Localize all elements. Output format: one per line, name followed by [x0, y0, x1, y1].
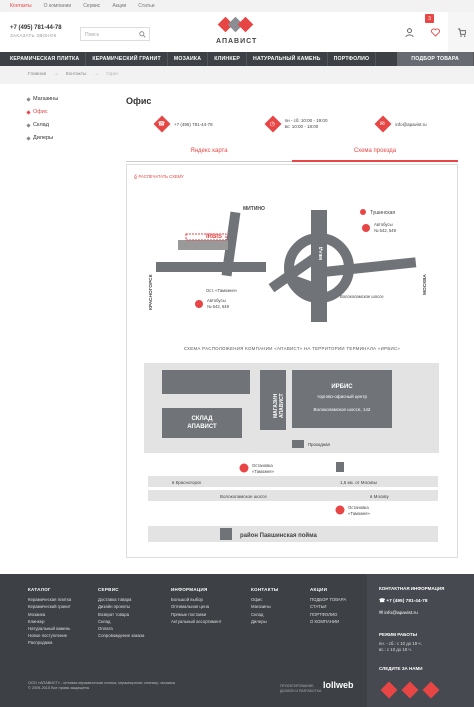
topbar: [0, 0, 474, 12]
clock-icon: ◷: [264, 116, 281, 133]
search-placeholder: Поиск: [85, 32, 99, 38]
mail-icon: ✉: [379, 611, 385, 616]
footer-link[interactable]: Дилеры: [251, 618, 267, 624]
scheme-title: СХЕМА РАСПОЛОЖЕНИЯ КОМПАНИИ «АПАВИСТ» НА ТЕРРИТОРИИ ТЕРМИНАЛА «ИРБИС»: [183, 346, 401, 351]
topbar-link-service[interactable]: Сервис: [83, 3, 101, 9]
sidebar-item-office[interactable]: [27, 109, 58, 115]
nav-item-product-selection[interactable]: ПОДБОР ТОВАРА: [397, 52, 474, 66]
footer-link[interactable]: Клинкер: [28, 618, 45, 624]
topbar-link-contacts[interactable]: Контакты: [10, 3, 32, 9]
sidebar-item-label: Склад: [33, 122, 49, 128]
footer-link[interactable]: Склад: [251, 611, 264, 617]
parking-icon: [336, 462, 344, 472]
user-icon[interactable]: [396, 12, 422, 52]
footer-link[interactable]: Склад: [98, 618, 111, 624]
footer-col-information: [171, 586, 222, 625]
breadcrumb-current: Офис: [105, 72, 119, 77]
shop-label-2: АПАВИСТ: [279, 393, 285, 418]
terminal-scheme: [134, 358, 450, 548]
phone-icon: ☎: [154, 116, 171, 133]
stop1-label-b: «Таможня»: [252, 469, 274, 474]
tab-route-scheme[interactable]: Схема проезда: [292, 148, 458, 162]
footer-col-service: [98, 586, 144, 639]
topbar-link-promo[interactable]: Акции: [112, 3, 127, 9]
logo-text: АПАВИСТ: [216, 38, 258, 45]
footer-heading: СЕРВИС: [98, 587, 119, 592]
distance-label: 1,5 км. от Москвы: [340, 480, 377, 485]
topbar-link-articles[interactable]: Статьи: [138, 3, 155, 9]
footer-email[interactable]: [379, 611, 418, 616]
stop2-label-a: Остановка: [348, 505, 369, 510]
checkpoint-label: Проходная: [308, 442, 330, 447]
bullet-icon: [26, 123, 30, 127]
district-label: район Павшинская пойма: [240, 533, 317, 539]
footer-hours: [379, 641, 422, 653]
copyright-line-1: ООО «АПАВИСТ» - оптовая керамическая плитка, керамогранит, клинкер, мозаика: [28, 681, 175, 685]
favorites-count-badge: 3: [425, 14, 434, 23]
stop1-label-a: Остановка: [252, 463, 273, 468]
footer-heading: КАТАЛОГ: [28, 587, 51, 592]
breadcrumb-sep: →: [93, 72, 99, 77]
sidebar-item-label: Офис: [33, 109, 48, 115]
breadcrumb-home[interactable]: Главная: [28, 72, 47, 77]
footer-link[interactable]: Керамическая плитка: [28, 597, 72, 603]
nav-item-mosaic[interactable]: МОЗАИКА: [168, 52, 208, 66]
irbis-center-type: торгово-офисный центр: [317, 394, 367, 399]
footer-link[interactable]: ПОРТФОЛИО: [310, 611, 338, 617]
nav-item-portfolio[interactable]: ПОРТФОЛИО: [328, 52, 377, 66]
footer-link[interactable]: Доставка товара: [98, 597, 132, 603]
warehouse-label-1: СКЛАД: [191, 416, 213, 422]
footer-link[interactable]: СТАТЬИ: [310, 604, 327, 610]
footer-link[interactable]: Керамический гранит: [28, 604, 71, 610]
irbis-label: IRBIS: [206, 234, 223, 240]
follow-heading: СЛЕДИТЕ ЗА НАМИ: [379, 666, 423, 671]
page-title: Офис: [126, 96, 152, 106]
bullet-icon: [26, 97, 30, 101]
developer-line-1: ПРОЕКТИРОВАНИЕ,: [280, 684, 315, 688]
breadcrumb-sep: →: [53, 72, 59, 77]
metro-icon: [360, 209, 366, 215]
footer-heading: АКЦИИ: [310, 587, 328, 592]
search-input[interactable]: [80, 27, 150, 41]
bus-bottom-label: Автобусы: [207, 298, 226, 303]
metro-label: Тушинская: [370, 210, 396, 216]
district-building-icon: [220, 528, 232, 540]
footer-link[interactable]: О КОМПАНИИ: [310, 618, 340, 624]
footer-col-contacts: [251, 586, 279, 625]
nav-item-natural-stone[interactable]: НАТУРАЛЬНЫЙ КАМЕНЬ: [247, 52, 328, 66]
warehouse-building: [162, 408, 242, 438]
office-hours-weekdays: пн - сб: 10:00 - 19:00: [284, 118, 328, 123]
nav-item-ceramic-tile[interactable]: КЕРАМИЧЕСКАЯ ПЛИТКА: [0, 52, 86, 66]
bus-stop-icon: [336, 506, 345, 515]
footer-link[interactable]: Сопровождение заказа: [98, 633, 145, 639]
footer-link[interactable]: Новое поступление: [28, 633, 68, 639]
bus-top-label: Автобусы: [374, 222, 393, 227]
road-lower: [148, 490, 438, 501]
footer-link[interactable]: Магазины: [251, 604, 271, 610]
header: [0, 12, 474, 52]
developer-credit: [280, 684, 321, 693]
footer-phone-value: +7 (495) 781-44-78: [386, 599, 428, 604]
footer-link[interactable]: ПОДБОР ТОВАРА: [310, 597, 347, 603]
footer-link[interactable]: Распродажа: [28, 640, 53, 646]
checkpoint-building: [292, 440, 304, 448]
tab-yandex-map[interactable]: Яндекс карта: [126, 148, 292, 162]
building-block: [162, 370, 250, 394]
map-tabs: [126, 148, 458, 162]
footer-link[interactable]: Большой выбор: [171, 597, 203, 603]
breadcrumb-contacts[interactable]: Контакты: [65, 72, 87, 77]
map-road-mkad: [311, 210, 327, 322]
cart-icon[interactable]: [448, 12, 474, 52]
sidebar-item-dealers[interactable]: [27, 135, 58, 141]
breadcrumb: [0, 66, 474, 84]
print-scheme-button[interactable]: [134, 174, 184, 179]
sidebar-item-label: Дилеры: [33, 135, 54, 141]
irbis-center-address: Волоколамское шоссе, 142: [313, 407, 371, 412]
nav-item-ceramic-granite[interactable]: КЕРАМИЧЕСКИЙ ГРАНИТ: [86, 52, 167, 66]
footer-email-value: info@apavist.ru: [384, 611, 418, 616]
office-info: [126, 116, 458, 132]
footer-hours-heading: РЕЖИМ РАБОТЫ: [379, 632, 418, 637]
irbis-center: [292, 370, 392, 428]
search-icon: [139, 31, 146, 38]
main-nav: [0, 52, 474, 66]
footer-col-catalog: [28, 586, 71, 647]
phone-icon: ☎: [379, 599, 387, 604]
stop-label: Ост. «Таможня»: [206, 288, 238, 293]
map-road-left: [156, 262, 266, 272]
mitino-label: МИТИНО: [243, 206, 265, 212]
stop2-label-b: «Таможня»: [348, 511, 370, 516]
footer-link[interactable]: Прямые поставки: [171, 611, 207, 617]
krasnogorsk-label: КРАСНОГОРСК: [149, 274, 154, 310]
footer-link[interactable]: Мозаика: [28, 611, 46, 617]
developer-logo[interactable]: lollweb: [323, 680, 354, 690]
route-map: [126, 190, 458, 340]
copyright: [28, 681, 175, 691]
footer-link[interactable]: Натуральный камень: [28, 626, 71, 632]
footer-link[interactable]: Возврат товара: [98, 611, 130, 617]
sidebar-item-warehouse[interactable]: [27, 122, 58, 128]
printer-icon: ⎙: [134, 174, 138, 179]
sidebar: [27, 96, 58, 148]
volok-road-label: Волоколамское шоссе: [220, 494, 267, 499]
topbar-link-about[interactable]: О компании: [43, 3, 72, 9]
footer-heading: КОНТАКТНАЯ ИНФОРМАЦИЯ: [379, 586, 445, 591]
footer-link[interactable]: Офис: [251, 597, 263, 603]
footer-col-promo: [310, 586, 346, 625]
footer-link[interactable]: Актуальный ассортимент: [171, 618, 222, 624]
sidebar-item-shops[interactable]: [27, 96, 58, 102]
header-actions: [396, 12, 474, 52]
logo-mark: [212, 17, 262, 37]
footer-hours-weekdays: пн. - сб.: с 10 до 19 ч.: [379, 641, 422, 646]
footer-heading: КОНТАКТЫ: [251, 587, 279, 592]
nav-item-clinker[interactable]: КЛИНКЕР: [208, 52, 247, 66]
developer-line-2: ДИЗАЙН И РАЗРАБОТКА: [280, 688, 322, 693]
mkad-label: МКАД: [318, 246, 323, 260]
bullet-icon: [26, 136, 30, 140]
callback-link[interactable]: ЗАКАЗАТЬ ЗВОНОК: [10, 33, 57, 38]
sidebar-item-label: Магазины: [33, 96, 59, 102]
bus-icon: [362, 224, 370, 232]
irbis-center-name: ИРБИС: [331, 384, 353, 390]
irbis-building: [178, 240, 228, 250]
bullet-icon: [26, 110, 30, 114]
header-phone[interactable]: +7 (495) 781-44-78: [10, 25, 62, 31]
office-phone[interactable]: +7 (495) 781-44-78: [174, 121, 213, 127]
bus-icon: [195, 300, 203, 308]
print-label: РАСПЕЧАТАТЬ СХЕМУ: [138, 174, 184, 179]
footer-heading: ИНФОРМАЦИЯ: [171, 587, 208, 592]
warehouse-label-2: АПАВИСТ: [187, 424, 217, 430]
volok-label: Волоколамское шоссе: [340, 294, 384, 299]
logo[interactable]: [212, 17, 262, 51]
shop-label-1: МАГАЗИН: [273, 393, 279, 418]
to-moscow-label: в Москву: [370, 494, 389, 499]
moscow-label: МОСКВА: [423, 274, 428, 295]
footer-link[interactable]: Оптимальная цена: [171, 604, 209, 610]
footer-hours-sunday: вс.: с 10 до 18 ч.: [379, 647, 412, 652]
footer-link[interactable]: Оплата: [98, 626, 113, 632]
mail-icon: ✉: [375, 116, 392, 133]
bus-bottom-num: № 542, 549: [207, 304, 229, 309]
bus-top-num: № 542, 549: [374, 228, 396, 233]
office-email[interactable]: info@apavist.ru: [395, 121, 427, 127]
office-hours-sunday: вс: 10:00 - 18:00: [284, 124, 319, 129]
to-krasnogorsk-label: в Красногорск: [172, 480, 202, 485]
copyright-line-2: © 2009-2015 Все права защищены: [28, 686, 90, 690]
map-road-right: [326, 257, 417, 276]
footer-link[interactable]: Дизайн проекты: [98, 604, 131, 610]
bus-stop-icon: [240, 464, 249, 473]
footer-phone[interactable]: [379, 599, 428, 604]
